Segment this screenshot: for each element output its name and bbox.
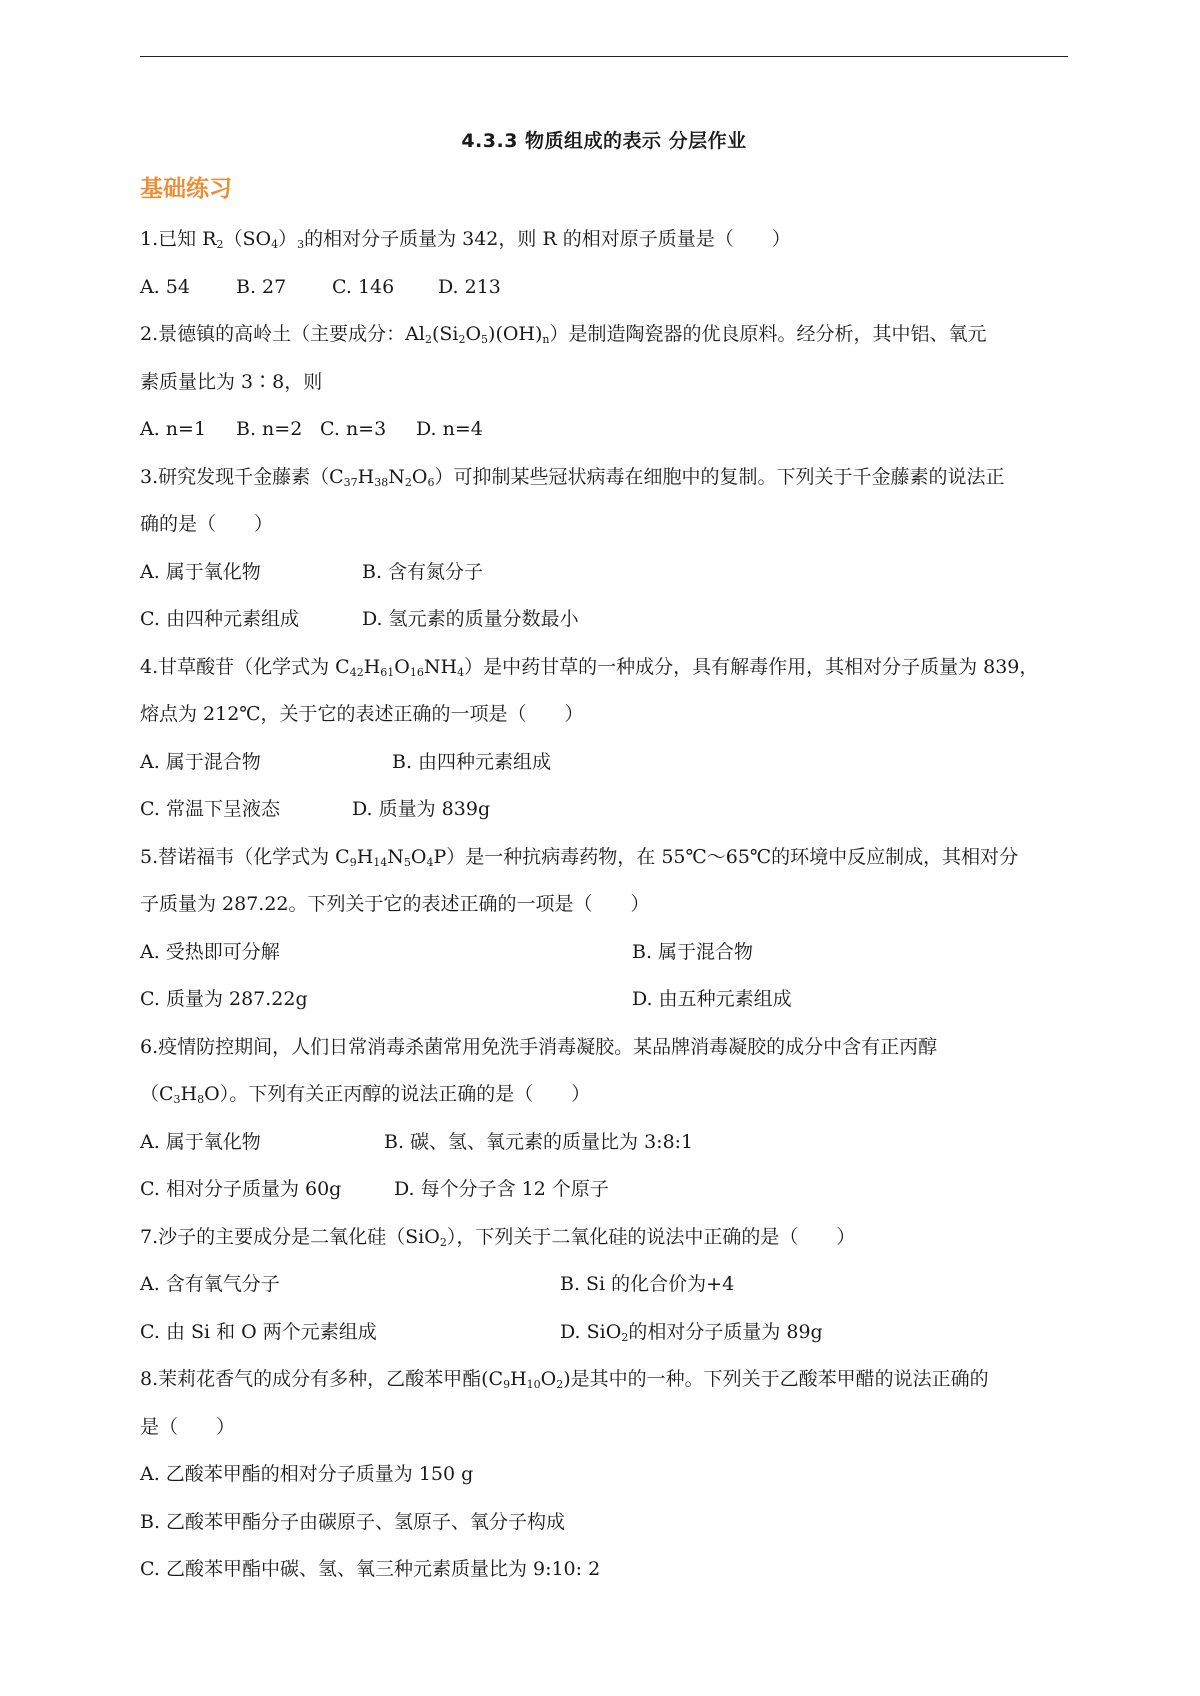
option-a: A. 属于氧化物 bbox=[140, 1130, 261, 1153]
option-a: A. 54 bbox=[140, 275, 190, 298]
option-b: B. 由四种元素组成 bbox=[392, 750, 552, 773]
option-c: C. 由四种元素组成 bbox=[140, 608, 299, 630]
option-d: D. SiO$_2$的相对分子质量为 89g bbox=[560, 1320, 823, 1344]
question-6-options-cd bbox=[140, 1166, 1070, 1214]
question-5-stem-cont: 子质量为 287.22。下列关于它的表述正确的一项是（ ） bbox=[140, 893, 650, 915]
question-5-options-cd bbox=[140, 976, 1070, 1024]
section-heading: 基础练习 bbox=[140, 176, 232, 202]
question-8-stem-cont: 是（ ） bbox=[140, 1415, 236, 1438]
question-6-stem: 6.疫情防控期间，人们日常消毒杀菌常用免洗手消毒凝胶。某品牌消毒凝胶的成分中含有正丙醇 bbox=[140, 1035, 938, 1058]
question-6-options-ab bbox=[140, 1119, 1070, 1167]
question-2-stem: 2.景德镇的高岭土（主要成分：$Al_2(Si_2O_5)(OH)_n$）是制造陶瓷器的优良原料。经分析，其中铝、氧元 bbox=[140, 323, 987, 346]
option-b: B. n=2 bbox=[236, 418, 303, 440]
question-4-stem: 4.甘草酸苷（化学式为 $C_{42}H_{61}O_{16}NH_4$）是中药甘草的一种成分，具有解毒作用，其相对分子质量为 839， bbox=[140, 655, 1039, 679]
option-b: B. 碳、氢、氧元素的质量比为 3:8:1 bbox=[384, 1130, 694, 1153]
option-d: D. 每个分子含 12 个原子 bbox=[394, 1178, 609, 1200]
option-c: C. 由 Si 和 O 两个元素组成 bbox=[140, 1320, 377, 1343]
question-3-stem: 3.研究发现千金藤素$(C_{37}H_{38}N_2O_6)$可抑制某些冠状病毒在细胞中的复制。下列关于千金藤素的说法正 bbox=[140, 465, 1005, 489]
question-7-stem: 7.沙子的主要成分是二氧化硅（SiO$_2$），下列关于二氧化硅的说法中正确的是（ ） bbox=[140, 1225, 856, 1249]
question-list bbox=[140, 216, 1070, 1594]
option-a: A. 含有氧气分子 bbox=[140, 1273, 280, 1295]
option-b: B. 含有氮分子 bbox=[362, 560, 484, 583]
header-rule bbox=[140, 56, 1068, 57]
question-1-stem: 1.已知 $R_2(SO_4)_3$的相对分子质量为 342，则 R 的相对原子质量是（ ） bbox=[140, 228, 791, 251]
question-2-stem-cont: 素质量比为 3∶8，则 bbox=[140, 370, 323, 393]
question-7-options-ab bbox=[140, 1261, 1070, 1309]
option-a: A. 受热即可分解 bbox=[140, 940, 280, 963]
document-title: 4.3.3 物质组成的表示 分层作业 bbox=[461, 130, 747, 152]
question-3-options-ab bbox=[140, 549, 1070, 597]
option-d: D. 213 bbox=[438, 275, 501, 298]
question-7-options-cd bbox=[140, 1309, 1070, 1357]
option-a: A. n=1 bbox=[140, 418, 207, 440]
question-2-options bbox=[140, 406, 1070, 454]
question-8-stem: 8.茉莉花香气的成分有多种，乙酸苯甲酯$(C_9H_{10}O_2)$是其中的一种。下列关于乙酸苯甲醋的说法正确的 bbox=[140, 1368, 989, 1391]
option-c: C. 质量为 287.22g bbox=[140, 988, 308, 1010]
option-a: A. 属于混合物 bbox=[140, 750, 261, 773]
option-b: B. 27 bbox=[236, 275, 287, 298]
question-5-options-ab bbox=[140, 929, 1070, 977]
question-4-stem-cont: 熔点为 212℃，关于它的表述正确的一项是（ ） bbox=[140, 703, 584, 725]
question-6-stem-cont: $(C_3H_8O)$。下列有关正丙醇的说法正确的是（ ） bbox=[140, 1083, 591, 1106]
question-1-options bbox=[140, 264, 1070, 312]
question-8-option-a: A. 乙酸苯甲酯的相对分子质量为 150 g bbox=[140, 1463, 474, 1485]
question-4-options-cd bbox=[140, 786, 1070, 834]
option-d: D. 氢元素的质量分数最小 bbox=[362, 608, 579, 630]
option-b: B. 属于混合物 bbox=[632, 940, 754, 963]
question-8-option-c: C. 乙酸苯甲酯中碳、氢、氧三种元素质量比为 9:10: 2 bbox=[140, 1558, 601, 1580]
option-d: D. n=4 bbox=[416, 418, 483, 440]
option-d: D. 质量为 839g bbox=[352, 798, 491, 820]
option-c: C. 146 bbox=[332, 275, 395, 298]
question-8-option-b: B. 乙酸苯甲酯分子由碳原子、氢原子、氧分子构成 bbox=[140, 1510, 566, 1533]
question-3-options-cd bbox=[140, 596, 1070, 644]
option-a: A. 属于氧化物 bbox=[140, 560, 261, 583]
option-c: C. 常温下呈液态 bbox=[140, 798, 280, 820]
question-3-stem-cont: 确的是（ ） bbox=[140, 513, 274, 535]
option-d: D. 由五种元素组成 bbox=[632, 988, 792, 1010]
question-5-stem: 5.替诺福韦（化学式为 $C_9H_{14}N_5O_4P$）是一种抗病毒药物，在 55℃～65℃的环境中反应制成，其相对分 bbox=[140, 845, 1019, 869]
option-c: C. 相对分子质量为 60g bbox=[140, 1178, 342, 1200]
option-b: B. Si 的化合价为+4 bbox=[560, 1273, 735, 1295]
option-c: C. n=3 bbox=[320, 418, 387, 440]
question-4-options-ab bbox=[140, 739, 1070, 787]
